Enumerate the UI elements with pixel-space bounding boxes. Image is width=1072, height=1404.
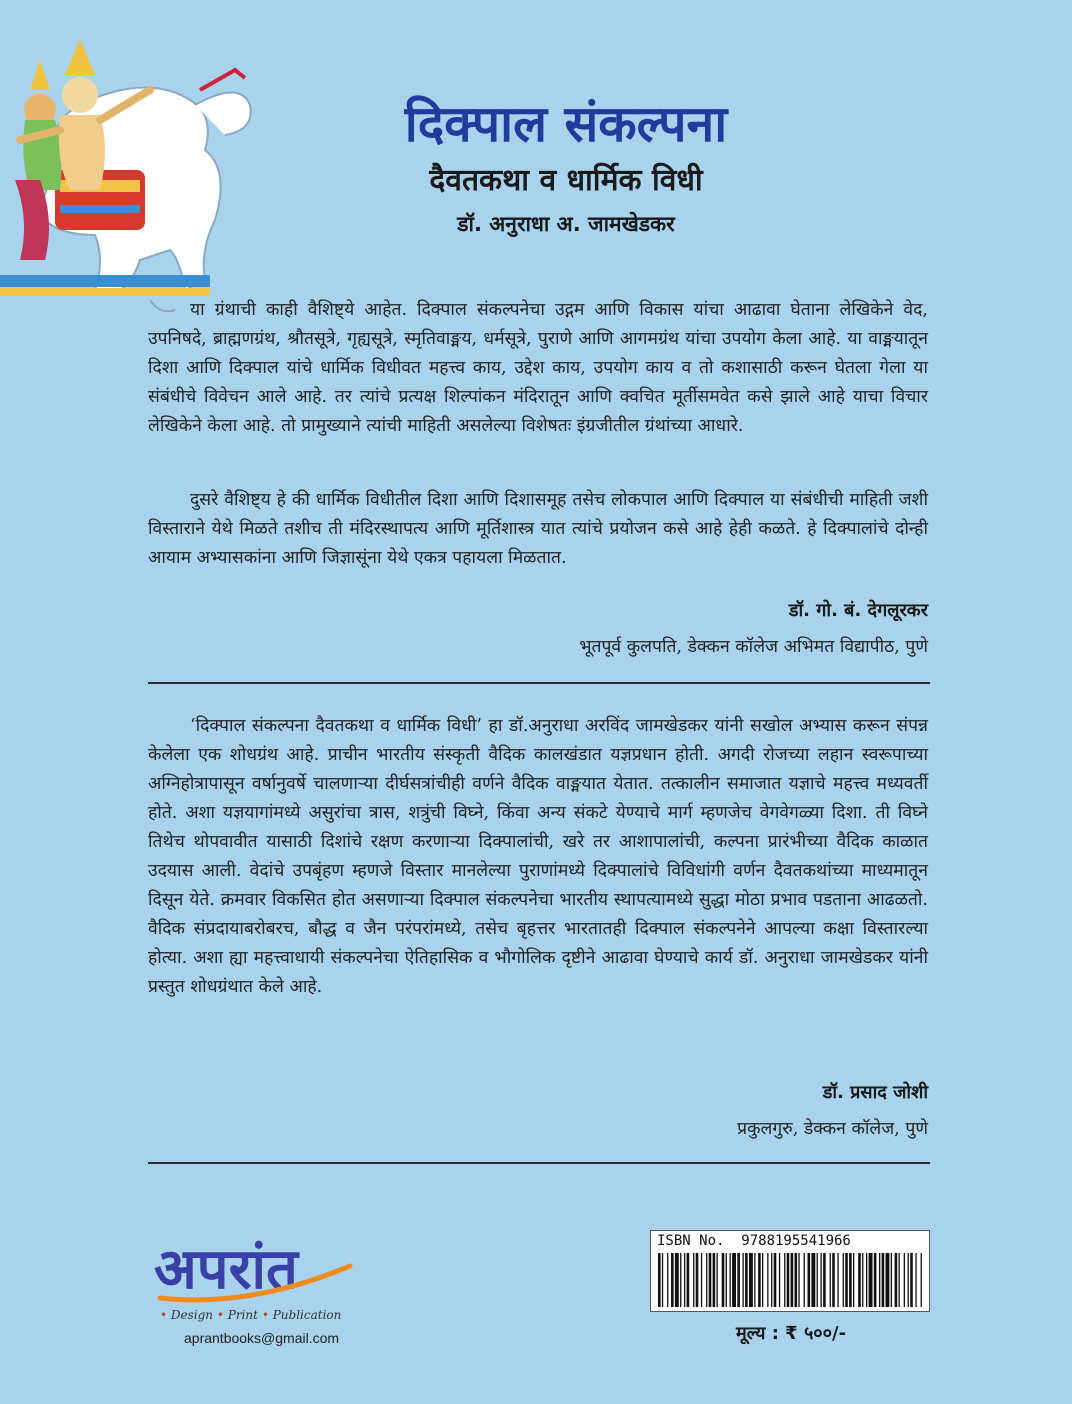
barcode-bar [886,1253,890,1307]
barcode-bar [862,1253,863,1307]
section-divider [148,682,930,684]
barcode-bar [730,1253,731,1307]
publisher-logo [150,1226,360,1312]
barcode-bar [823,1253,826,1307]
barcode-bar [693,1253,694,1307]
barcode-bar [737,1253,740,1307]
barcode-bar [849,1253,852,1307]
barcode-bar [798,1253,799,1307]
barcode-bar [762,1253,763,1307]
barcode-bar [767,1253,768,1307]
isbn-number: ISBN No. 9788195541966 [657,1233,851,1249]
barcode-bar [832,1253,835,1307]
barcode-bar [717,1253,718,1307]
barcode-bar [904,1253,905,1307]
publisher-email: aprantbooks@gmail.com [184,1330,340,1346]
barcode-bar [667,1253,668,1307]
review-2-signature-name: डॉ. प्रसाद जोशी [822,1082,928,1103]
barcode-bar [866,1253,867,1307]
barcode-bar [791,1253,794,1307]
barcode-bar [853,1253,854,1307]
review-1-paragraph-1: या ग्रंथाची काही वैशिष्ट्ये आहेत. दिक्पाल संकल्पनेचा उद्गम आणि विकास यांचा आढावा घेताना लेखिकेने वेद, उपनिषदे, ब्राह्मणग्रंथ, श्रौतसूत्रे, गृह्यसूत्रे, स्मृतिवाङ्मय, धर्मसूत्रे, पुराणे आणि आगमग्रंथ यांचा उपयोग केला आहे. या वाङ्मयातून दिशा आणि दिक्पाल यांचे धार्मिक विधीवत महत्त्व काय, उद्देश काय, उपयोग काय व तो कशासाठी करून घेतला गेला या संबंधीचे विवेचन आले आहे. तर त्यांचे प्रत्यक्ष शिल्पांकन मंदिरातून आणि क्वचित मूर्तीसमवेत कसे झाले आहे याचा विचार लेखिकेने केला आहे. तो प्रामुख्याने त्यांची माहिती असलेल्या विशेषतः इंग्रजीतील ग्रंथांच्या आधारे. [148,300,928,436]
review-1-signature-role: भूतपूर्व कुलपति, डेक्कन कॉलेज अभिमत विद्यापीठ, पुणे [579,637,928,657]
barcode-bar [821,1253,822,1307]
barcode-bar [758,1253,761,1307]
review-1-signature-name: डॉ. गो. बं. देगलूरकर [788,600,928,621]
barcode-bar [830,1253,831,1307]
barcode-bar [858,1253,861,1307]
barcode-bar [696,1253,699,1307]
barcode-bar [808,1253,811,1307]
tagline-publication: Publication [272,1308,342,1322]
publisher-tagline: • Design • Print • Publication [160,1308,342,1322]
barcode-bar [662,1253,663,1307]
barcode-bar [811,1253,815,1307]
barcode-bar [684,1253,685,1307]
barcode-bar [701,1253,702,1307]
barcode-bar [680,1253,681,1307]
publisher-logo-text: अपरांत [154,1237,298,1302]
barcode-bar [774,1253,777,1307]
barcode-bar [915,1253,916,1307]
barcode-bar [845,1253,848,1307]
review-1-paragraph-2: दुसरे वैशिष्ट्य हे की धार्मिक विधीतील दिशा आणि दिशासमूह तसेच लोकपाल आणि दिक्पाल या संबंधीची माहिती जशी विस्ताराने येथे मिळते तशीच ती मंदिरस्थापत्य आणि मूर्तिशास्त्र यात त्यांचे प्रयोजन कसे आहे हेही कळते. हे दिक्पालांचे दोन्ही आयाम अभ्यासकांना आणि जिज्ञासूंना येथे एकत्र पहायला मिळतात. [148,490,928,568]
barcode-bar [732,1253,736,1307]
tagline-design: Design [170,1308,214,1322]
book-subtitle: दैवतकथा व धार्मिक विधी [429,163,703,198]
barcode-bar [675,1253,679,1307]
barcode-bar [787,1253,790,1307]
barcode-bar [687,1253,690,1307]
barcode-bar [891,1253,892,1307]
barcode-bar [658,1253,661,1307]
barcode-bar [874,1253,877,1307]
book-title: दिक्पाल संकल्पना [404,95,728,153]
barcode-bar [895,1253,898,1307]
barcode-bar [869,1253,873,1307]
barcode-bar [899,1253,900,1307]
book-author: डॉ. अनुराधा अ. जामखेडकर [457,212,675,236]
barcode-bar [908,1253,909,1307]
price-label: मूल्य : ₹ ५००/- [736,1323,847,1344]
barcode-bar [771,1253,772,1307]
review-2-paragraph: ‘दिक्पाल संकल्पना दैवतकथा व धार्मिक विधी’ हा डॉ.अनुराधा अरविंद जामखेडकर यांनी सखोल अभ्यास करून संपन्न केलेला एक शोधग्रंथ आहे. प्राचीन भारतीय संस्कृती वैदिक कालखंडात यज्ञप्रधान होती. अगदी रोजच्या लहान स्वरूपाच्या अग्निहोत्रापासून वर्षानुवर्षे चालणाऱ्या दीर्घसत्रांचीही वर्णने वैदिक वाङ्मयात येतात. तत्कालीन समाजात यज्ञाचे महत्त्व मध्यवर्ती होते. अशा यज्ञयागांमध्ये असुरांचा त्रास, शत्रुंची विघ्ने, किंवा अन्य संकटे येण्याचे मार्ग म्हणजेच वेगवेगळ्या दिशा. ती विघ्ने तिथेच थोपवावीत यासाठी दिशांचे रक्षण करणाऱ्या दिक्पालांची, खरे तर आशापालांची, कल्पना प्रारंभीच्या वैदिक काळात उदयास आली. वेदांचे उपबृंहण म्हणजे विस्तार मानलेल्या पुराणांमध्ये दिक्पालांचे विविधांगी वर्णन दैवतकथांच्या माध्यमातून दिसून येते. क्रमवार विकसित होत असणाऱ्या दिक्पाल संकल्पनेचा भारतीय स्थापत्यामध्ये सुद्धा मोठा प्रभाव पडताना आढळतो. वैदिक संप्रदायाबरोबरच, बौद्ध व जैन परंपरांमध्ये, तसेच बृहत्तर भारतातही दिक्पाल संकल्पनेने आपल्या कक्षा विस्तारल्या होत्या. अशा ह्या महत्त्वाधायी संकल्पनेचा ऐतिहासिक व भौगोलिक दृष्टीने आढावा घेण्याचे कार्य डॉ. अनुराधा जामखेडकर यांनी प्रस्तुत शोधग्रंथात केले आहे. [148,716,928,997]
review-2-signature-role: प्रकुलगुरु, डेक्कन कॉलेज, पुणे [737,1119,928,1139]
barcode-bar [882,1253,885,1307]
barcode-bar [784,1253,785,1307]
barcode-bar [837,1253,838,1307]
barcode-bar [709,1253,712,1307]
barcode-bar [745,1253,748,1307]
barcode-bar [722,1253,725,1307]
barcode-bar [671,1253,674,1307]
barcode-bar [817,1253,818,1307]
barcode-bar [749,1253,753,1307]
barcode-bar [706,1253,707,1307]
barcode-bar [754,1253,755,1307]
barcode-bar [921,1253,922,1307]
barcode-bar [910,1253,913,1307]
section-divider [148,1162,930,1164]
barcode-bar [795,1253,798,1307]
barcode-bar [779,1253,780,1307]
barcode-bar [743,1253,744,1307]
barcode-bar [879,1253,880,1307]
tagline-print: Print [227,1308,258,1322]
barcode-bar [843,1253,844,1307]
barcode-bar [713,1253,716,1307]
isbn-barcode-box [650,1230,930,1312]
barcode-bar [804,1253,805,1307]
barcode-bar [726,1253,727,1307]
barcode [656,1253,924,1307]
